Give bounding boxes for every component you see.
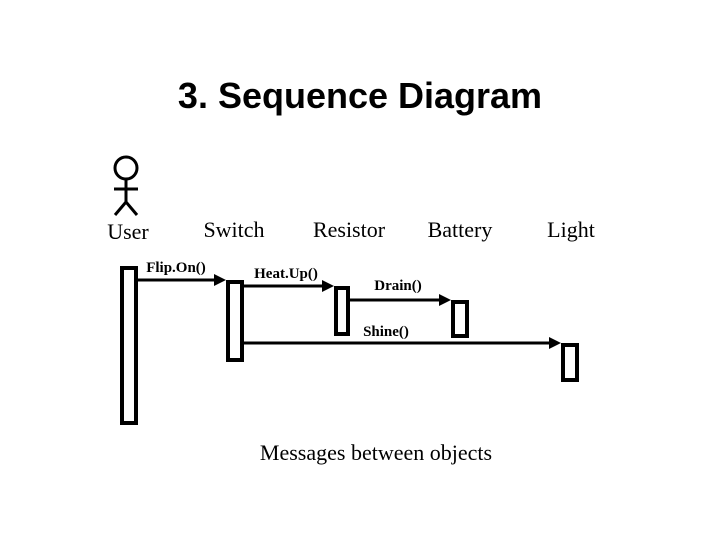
object-label-resistor: Resistor <box>312 217 386 242</box>
light-activation-bar <box>563 345 577 380</box>
object-label-light: Light <box>547 217 595 242</box>
object-label-battery: Battery <box>427 217 493 242</box>
object-label-switch: Switch <box>203 217 265 242</box>
message-shine <box>244 324 561 349</box>
message-flip-on <box>138 260 226 286</box>
arrowhead-icon <box>549 337 561 349</box>
message-drain <box>350 278 451 306</box>
message-label-flip-on: Flip.On() <box>146 260 206 276</box>
message-label-heat-up: Heat.Up() <box>254 266 318 282</box>
message-label-shine: Shine() <box>363 324 409 340</box>
object-label-user: User <box>107 219 149 244</box>
diagram-caption: Messages between objects <box>259 440 493 465</box>
arrowhead-icon <box>214 274 226 286</box>
user-actor-icon <box>114 157 138 215</box>
battery-activation-bar <box>453 302 467 336</box>
arrowhead-icon <box>322 280 334 292</box>
arrowhead-icon <box>439 294 451 306</box>
message-label-drain: Drain() <box>374 278 422 294</box>
resistor-activation-bar <box>336 288 348 334</box>
message-heat-up <box>244 266 334 292</box>
switch-activation-bar <box>228 282 242 360</box>
user-activation-bar <box>122 268 136 423</box>
diagram-title: 3. Sequence Diagram <box>177 75 543 116</box>
